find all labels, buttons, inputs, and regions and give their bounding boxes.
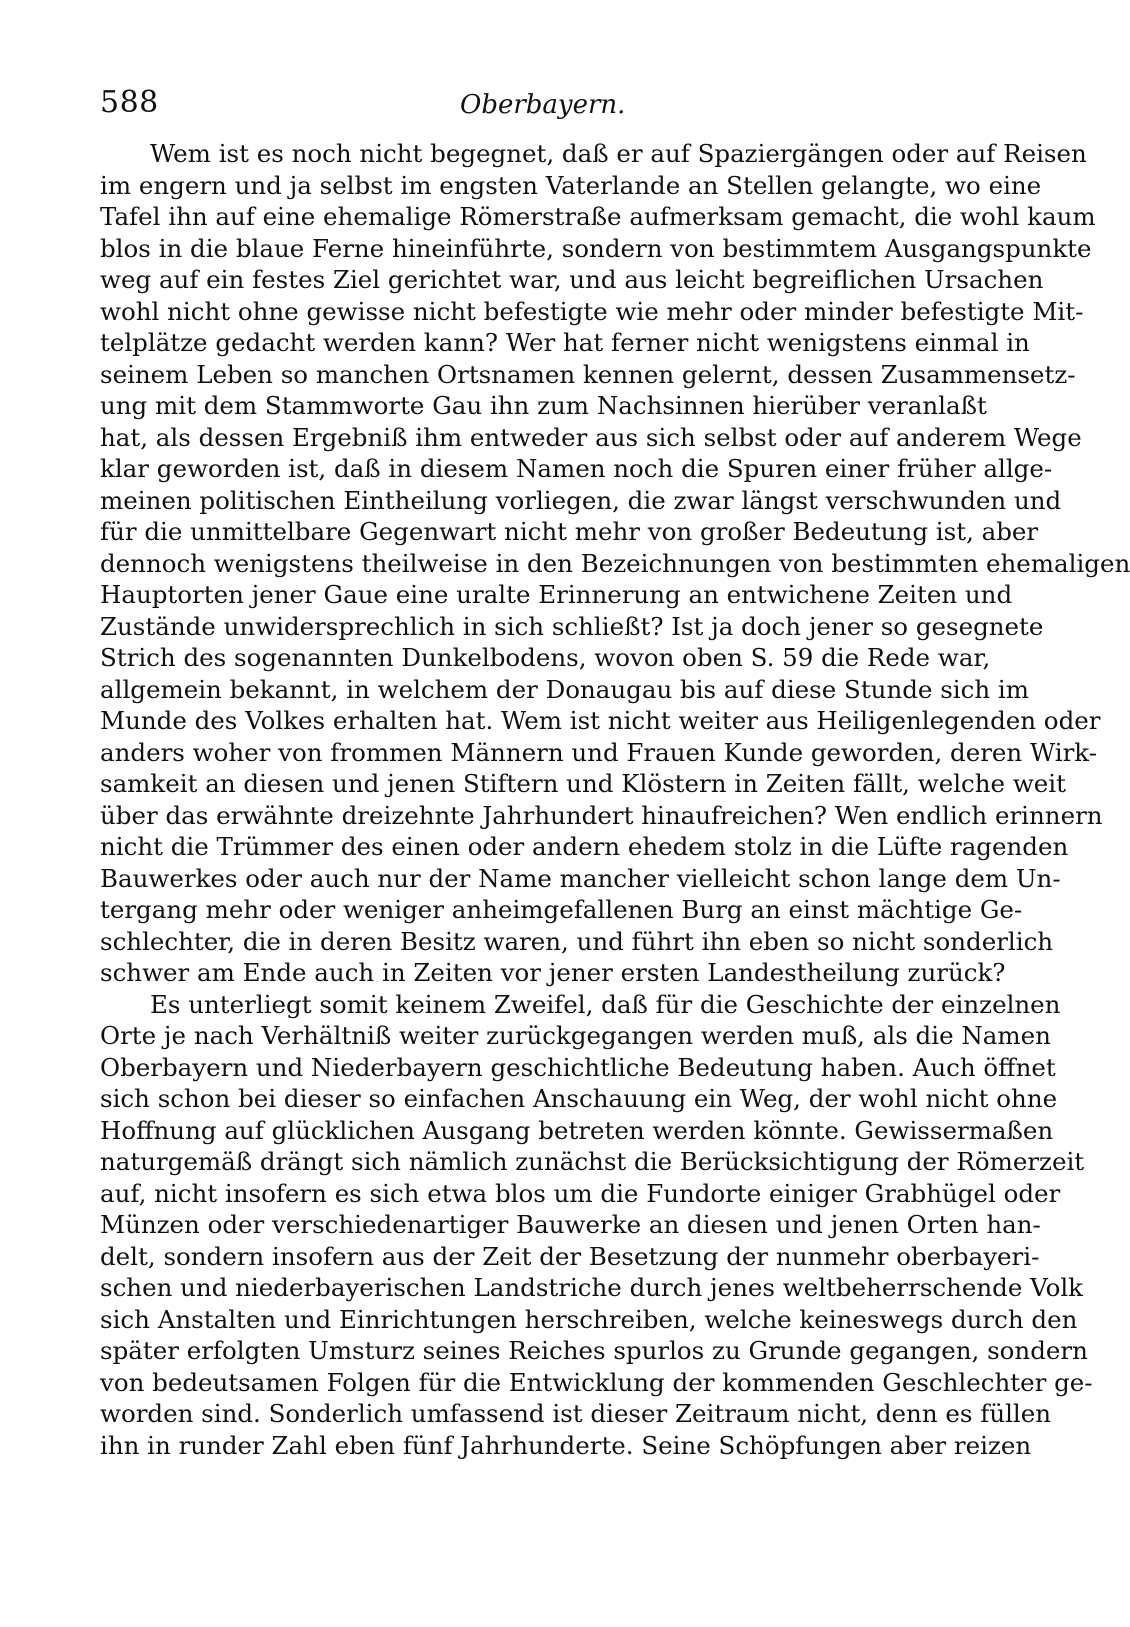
text-line: seinem Leben so manchen Ortsnamen kennen gelernt, dessen Zusammensetz- bbox=[100, 359, 1076, 389]
text-line: Strich des sogenannten Dunkelbodens, wovon oben S. 59 die Rede war, bbox=[100, 643, 991, 672]
text-line: auf, nicht insofern es sich etwa blos um die Fundorte einiger Grabhügel oder bbox=[100, 1178, 1061, 1208]
text-line: später erfolgten Umsturz seines Reiches spurlos zu Grunde gegangen, sondern bbox=[100, 1336, 1088, 1365]
text-line: telplätze gedacht werden kann? Wer hat ferner nicht wenigstens einmal in bbox=[100, 328, 1030, 357]
text-line: im engern und ja selbst im engsten Vaterlande an Stellen gelangte, wo eine bbox=[100, 170, 1042, 200]
text-line: sich schon bei dieser so einfachen Anschauung ein Weg, der wohl nicht ohne bbox=[100, 1084, 1058, 1113]
text-line: ung mit dem Stammworte Gau ihn zum Nachsinnen hierüber veranlaßt bbox=[100, 391, 987, 420]
text-line: sich Anstalten und Einrichtungen herschreiben, welche keineswegs durch den bbox=[100, 1304, 1078, 1334]
text-line: Oberbayern und Niederbayern geschichtliche Bedeutung haben. Auch öffnet bbox=[100, 1052, 1056, 1082]
text-line: naturgemäß drängt sich nämlich zunächst die Berücksichtigung der Römerzeit bbox=[100, 1147, 1085, 1176]
text-line: schlechter, die in deren Besitz waren, und führt ihn eben so nicht sonderlich bbox=[100, 926, 1054, 956]
text-line: weg auf ein festes Ziel gerichtet war, und aus leicht begreiflichen Ursachen bbox=[100, 265, 1044, 294]
text-line: Hoffnung auf glücklichen Ausgang betreten werden könnte. Gewissermaßen bbox=[100, 1115, 1054, 1145]
text-line: Munde des Volkes erhalten hat. Wem ist nicht weiter aus Heiligenlegenden oder bbox=[100, 706, 1101, 735]
text-line: worden sind. Sonderlich umfassend ist dieser Zeitraum nicht, denn es füllen bbox=[100, 1399, 1052, 1428]
text-line: wohl nicht ohne gewisse nicht befestigte wie mehr oder minder befestigte Mit- bbox=[100, 296, 1084, 326]
text-line: Tafel ihn auf eine ehemalige Römerstraße aufmerksam gemacht, die wohl kaum bbox=[100, 202, 1096, 231]
text-line: samkeit an diesen und jenen Stiftern und Klöstern in Zeiten fällt, welche weit bbox=[100, 769, 1066, 798]
text-line: Münzen oder verschiedenartiger Bauwerke an diesen und jenen Orten han- bbox=[100, 1210, 1041, 1239]
body-text bbox=[100, 138, 1130, 1461]
text-line: anders woher von frommen Männern und Frauen Kunde geworden, deren Wirk- bbox=[100, 737, 1097, 767]
text-line: schen und niederbayerischen Landstriche durch jenes weltbeherrschende Volk bbox=[100, 1273, 1084, 1302]
text-line: von bedeutsamen Folgen für die Entwicklung der kommenden Geschlechter ge- bbox=[100, 1367, 1093, 1397]
text-line: Zustände unwidersprechlich in sich schließt? Ist ja doch jener so gesegnete bbox=[100, 611, 1044, 641]
text-line: Hauptorten jener Gaue eine uralte Erinnerung an entwichene Zeiten und bbox=[100, 580, 1013, 609]
text-line: blos in die blaue Ferne hineinführte, sondern von bestimmtem Ausgangspunkte bbox=[100, 233, 1092, 263]
running-head: Oberbayern. bbox=[460, 90, 626, 120]
text-line: nicht die Trümmer des einen oder andern ehedem stolz in die Lüfte ragenden bbox=[100, 832, 1069, 861]
text-line: meinen politischen Eintheilung vorliegen, die zwar längst verschwunden und bbox=[100, 485, 1062, 515]
text-line: Wem ist es noch nicht begegnet, daß er auf Spaziergängen oder auf Reisen bbox=[150, 139, 1087, 168]
text-line: ihn in runder Zahl eben fünf Jahrhunderte. Seine Schöpfungen aber reizen bbox=[100, 1430, 1032, 1460]
text-line: hat, als dessen Ergebniß ihm entweder aus sich selbst oder auf anderem Wege bbox=[100, 422, 1082, 452]
text-line: für die unmittelbare Gegenwart nicht mehr von großer Bedeutung ist, aber bbox=[100, 517, 1039, 546]
text-line: über das erwähnte dreizehnte Jahrhundert hinaufreichen? Wen endlich erinnern bbox=[100, 800, 1103, 830]
text-line: Bauwerkes oder auch nur der Name mancher vielleicht schon lange dem Un- bbox=[100, 863, 1061, 893]
text-line: Orte je nach Verhältniß weiter zurückgegangen werden muß, als die Namen bbox=[100, 1021, 1051, 1050]
page-header bbox=[100, 86, 930, 126]
text-line: schwer am Ende auch in Zeiten vor jener ersten Landestheilung zurück? bbox=[100, 958, 1006, 987]
text-line: klar geworden ist, daß in diesem Namen noch die Spuren einer früher allge- bbox=[100, 454, 1053, 483]
text-line: Es unterliegt somit keinem Zweifel, daß für die Geschichte der einzelnen bbox=[150, 989, 1061, 1019]
text-line: delt, sondern insofern aus der Zeit der Besetzung der nunmehr oberbayeri- bbox=[100, 1241, 1040, 1271]
page-number: 588 bbox=[100, 85, 159, 120]
text-line: tergang mehr oder weniger anheimgefallenen Burg an einst mächtige Ge- bbox=[100, 895, 1023, 924]
text-line: allgemein bekannt, in welchem der Donaugau bis auf diese Stunde sich im bbox=[100, 674, 1029, 704]
text-line: dennoch wenigstens theilweise in den Bezeichnungen von bestimmten ehemaligen bbox=[100, 548, 1130, 578]
